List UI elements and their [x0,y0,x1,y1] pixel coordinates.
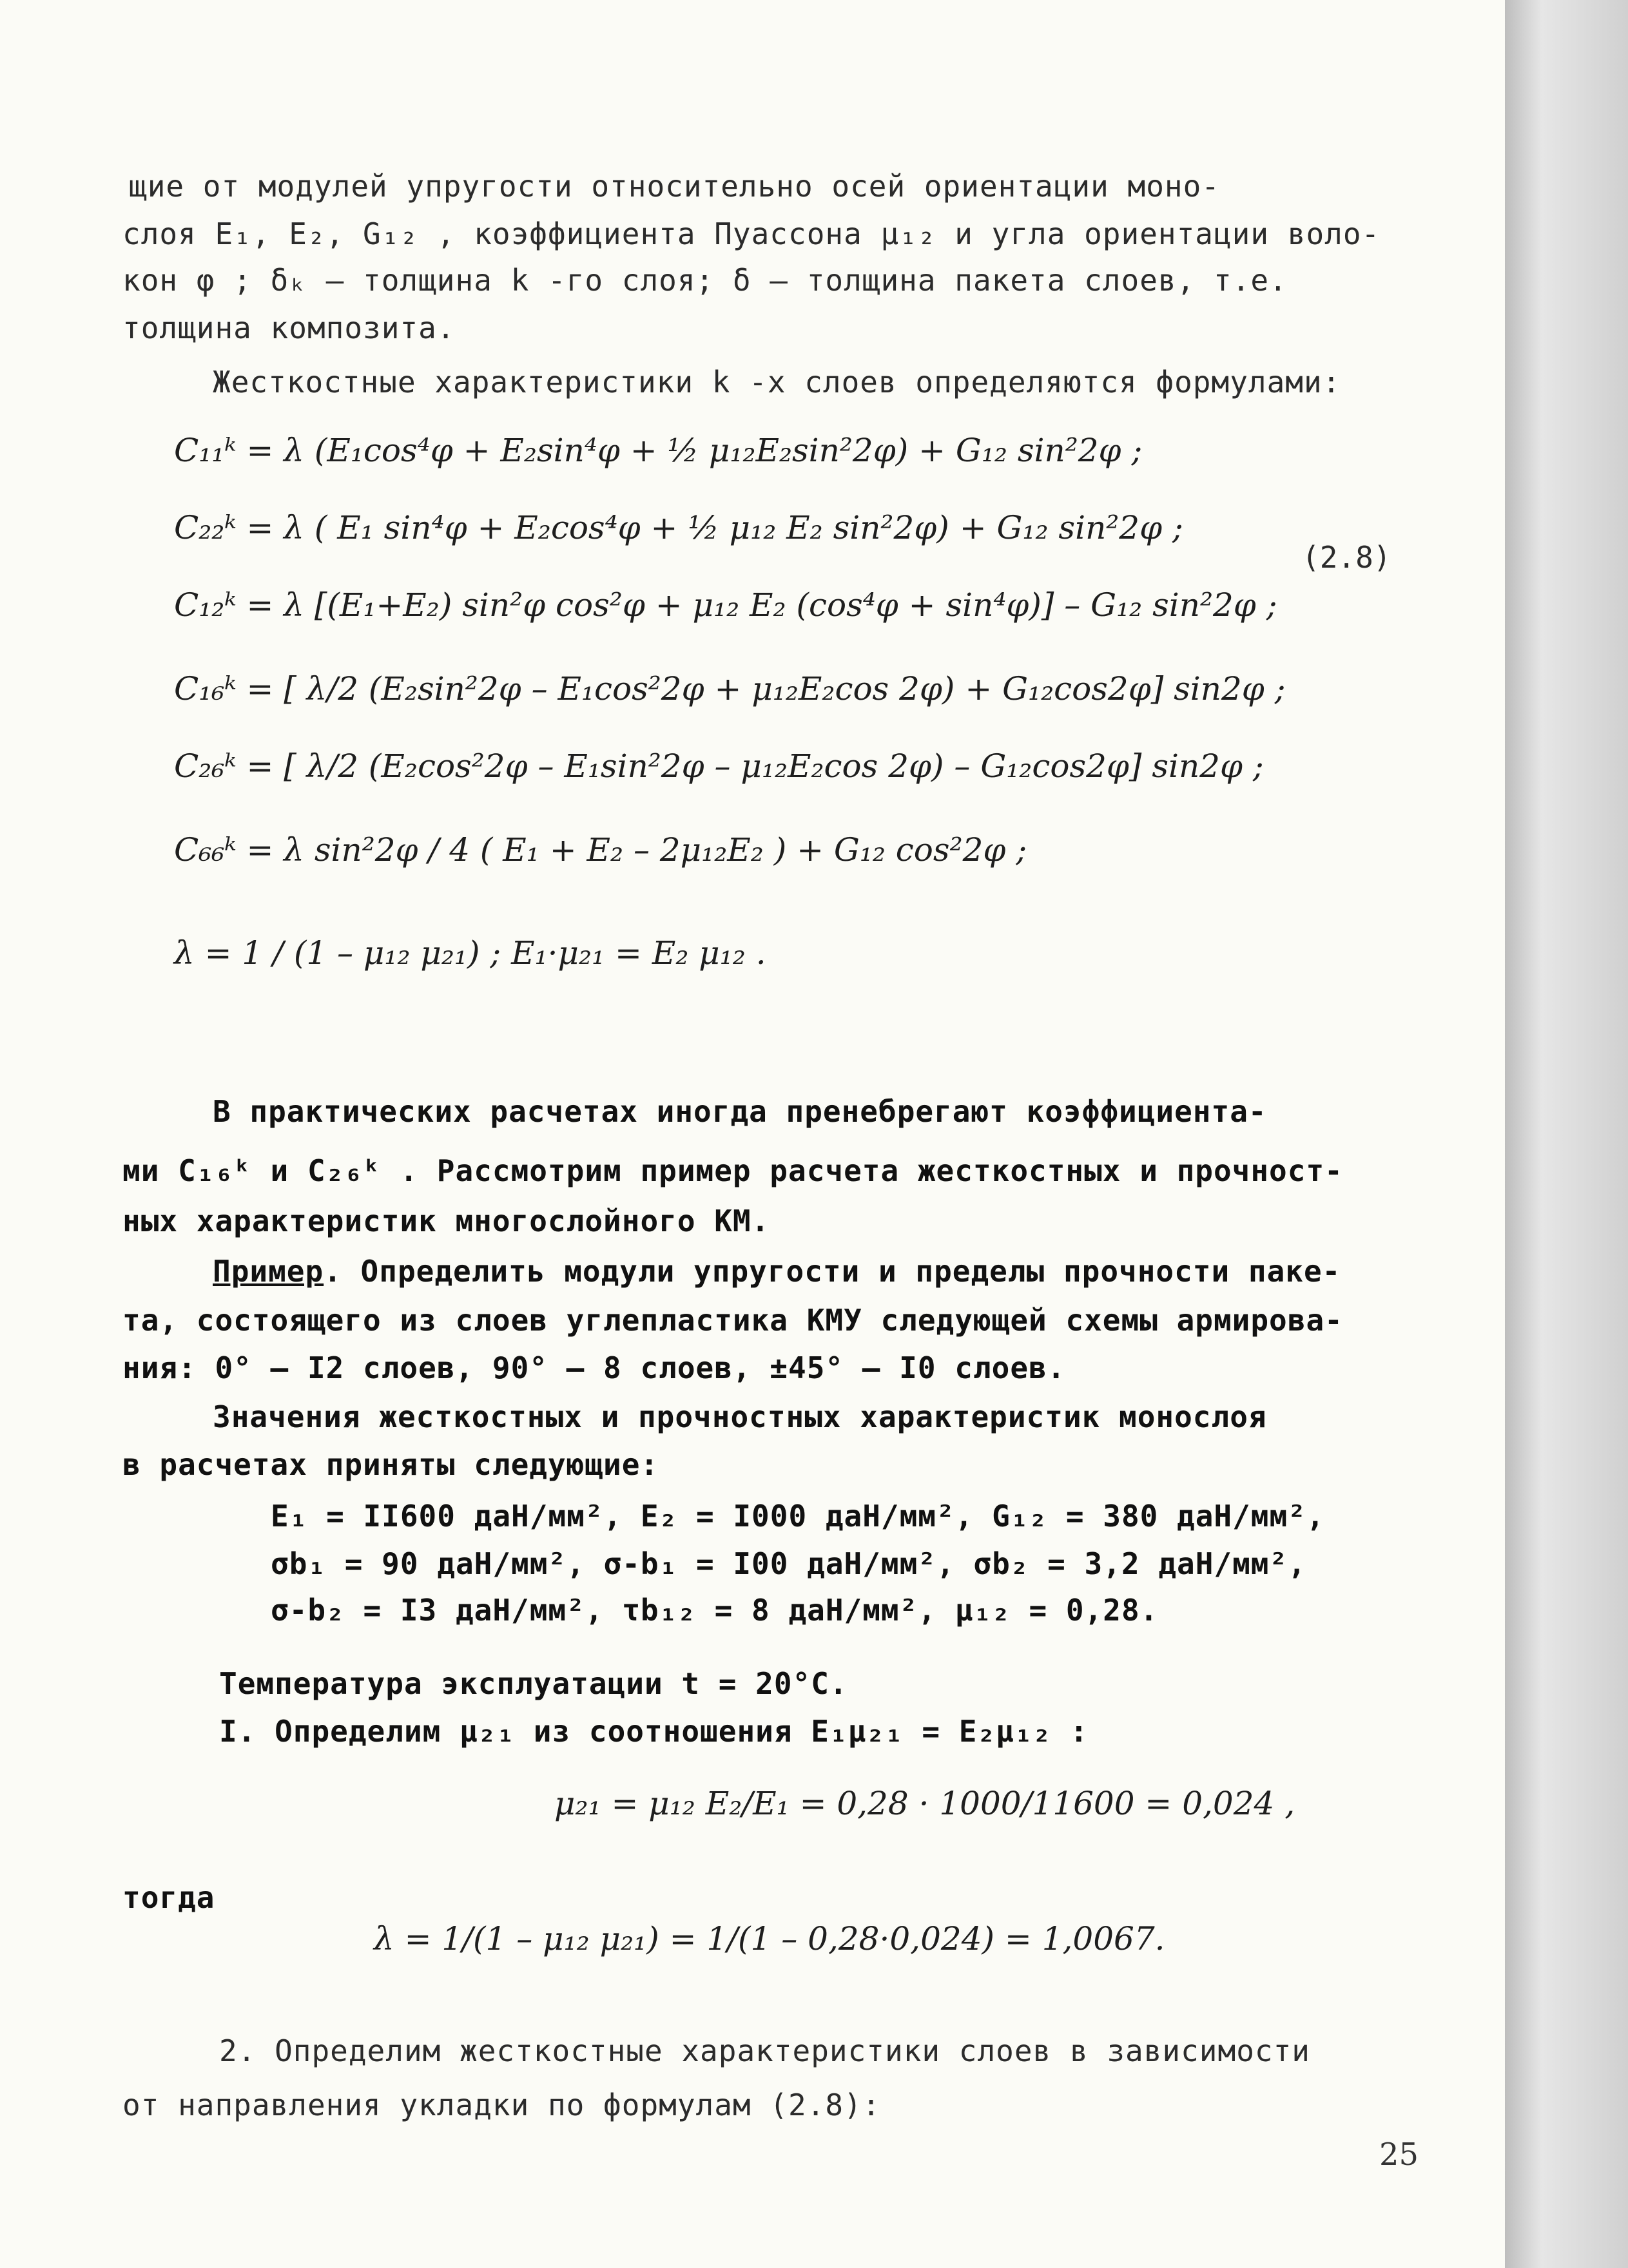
page-edge [1505,0,1628,2268]
text-line: кон φ ; δₖ – толщина k -го слоя; δ – толщина пакета слоев, т.е. [122,263,1288,298]
example-text: . Определить модули упругости и пределы прочности паке- [324,1254,1341,1289]
text-line: в расчетах приняты следующие: [122,1447,659,1482]
formula-c22: C₂₂ᵏ = λ ( E₁ sin⁴φ + E₂cos⁴φ + ½ μ₁₂ E₂ sin²2φ) + G₁₂ sin²2φ ; [174,509,1183,546]
formula-c26: C₂₆ᵏ = [ λ/2 (E₂cos²2φ – E₁sin²2φ – μ₁₂E₂cos 2φ) – G₁₂cos2φ] sin2φ ; [174,747,1264,785]
step-2-line: 2. Определим жесткостные характеристики слоев в зависимости [219,2033,1310,2068]
example-label: Пример [213,1254,324,1289]
text-line: ми C₁₆ᵏ и C₂₆ᵏ . Рассмотрим пример расчета жесткостных и прочност- [122,1153,1343,1188]
text-line: Значения жесткостных и прочностных характеристик монослоя [213,1399,1267,1434]
text-line: щие от модулей упругости относительно осей ориентации моно- [129,169,1220,204]
formula-c16: C₁₆ᵏ = [ λ/2 (E₂sin²2φ – E₁cos²2φ + μ₁₂E₂cos 2φ) + G₁₂cos2φ] sin2φ ; [174,670,1286,707]
text-line: ных характеристик многослойного КМ. [122,1204,770,1238]
text-line: Жесткостные характеристики k -х слоев определяются формулами: [213,365,1341,399]
formula-lambda-value: λ = 1/(1 – μ₁₂ μ₂₁) = 1/(1 – 0,28·0,024) = 1,0067. [374,1920,1165,1957]
step-1-line: I. Определим μ₂₁ из соотношения E₁μ₂₁ = E₂μ₁₂ : [219,1714,1089,1749]
values-line: E₁ = II600 даН/мм², E₂ = I000 даН/мм², G₁₂ = 380 даН/мм², [271,1499,1325,1533]
text-line: та, состоящего из слоев углепластика КМУ следующей схемы армирова- [122,1303,1343,1338]
values-line: σ-b₂ = I3 даН/мм², τb₁₂ = 8 даН/мм², μ₁₂ = 0,28. [271,1593,1159,1628]
formula-c66: C₆₆ᵏ = λ sin²2φ / 4 ( E₁ + E₂ – 2μ₁₂E₂ ) + G₁₂ cos²2φ ; [174,831,1027,869]
text-line: слоя E₁, E₂, G₁₂ , коэффициента Пуассона μ₁₂ и угла ориентации воло- [122,216,1381,251]
step-2-line: от направления укладки по формулам (2.8): [122,2088,881,2122]
formula-c11: C₁₁ᵏ = λ (E₁cos⁴φ + E₂sin⁴φ + ½ μ₁₂E₂sin²2φ) + G₁₂ sin²2φ ; [174,432,1143,469]
formula-c12: C₁₂ᵏ = λ [(E₁+E₂) sin²φ cos²φ + μ₁₂ E₂ (cos⁴φ + sin⁴φ)] – G₁₂ sin²2φ ; [174,586,1277,624]
then-word: тогда [122,1880,215,1915]
temperature-line: Температура эксплуатации t = 20°C. [219,1666,848,1701]
example-line [213,1254,1341,1289]
equation-number: (2.8) [1302,540,1391,575]
text-line: толщина композита. [122,311,456,345]
text-line: В практических расчетах иногда пренебрегают коэффициента- [213,1094,1267,1129]
text-line: ния: 0° – I2 слоев, 90° – 8 слоев, ±45° – I0 слоев. [122,1350,1066,1385]
formula-mu21: μ₂₁ = μ₁₂ E₂/E₁ = 0,28 · 1000/11600 = 0,024 , [554,1785,1295,1822]
values-line: σb₁ = 90 даН/мм², σ-b₁ = I00 даН/мм², σb₂ = 3,2 даН/мм², [271,1546,1306,1581]
page-number: 25 [1379,2137,1419,2173]
formula-lambda: λ = 1 / (1 – μ₁₂ μ₂₁) ; E₁·μ₂₁ = E₂ μ₁₂ . [174,934,766,972]
